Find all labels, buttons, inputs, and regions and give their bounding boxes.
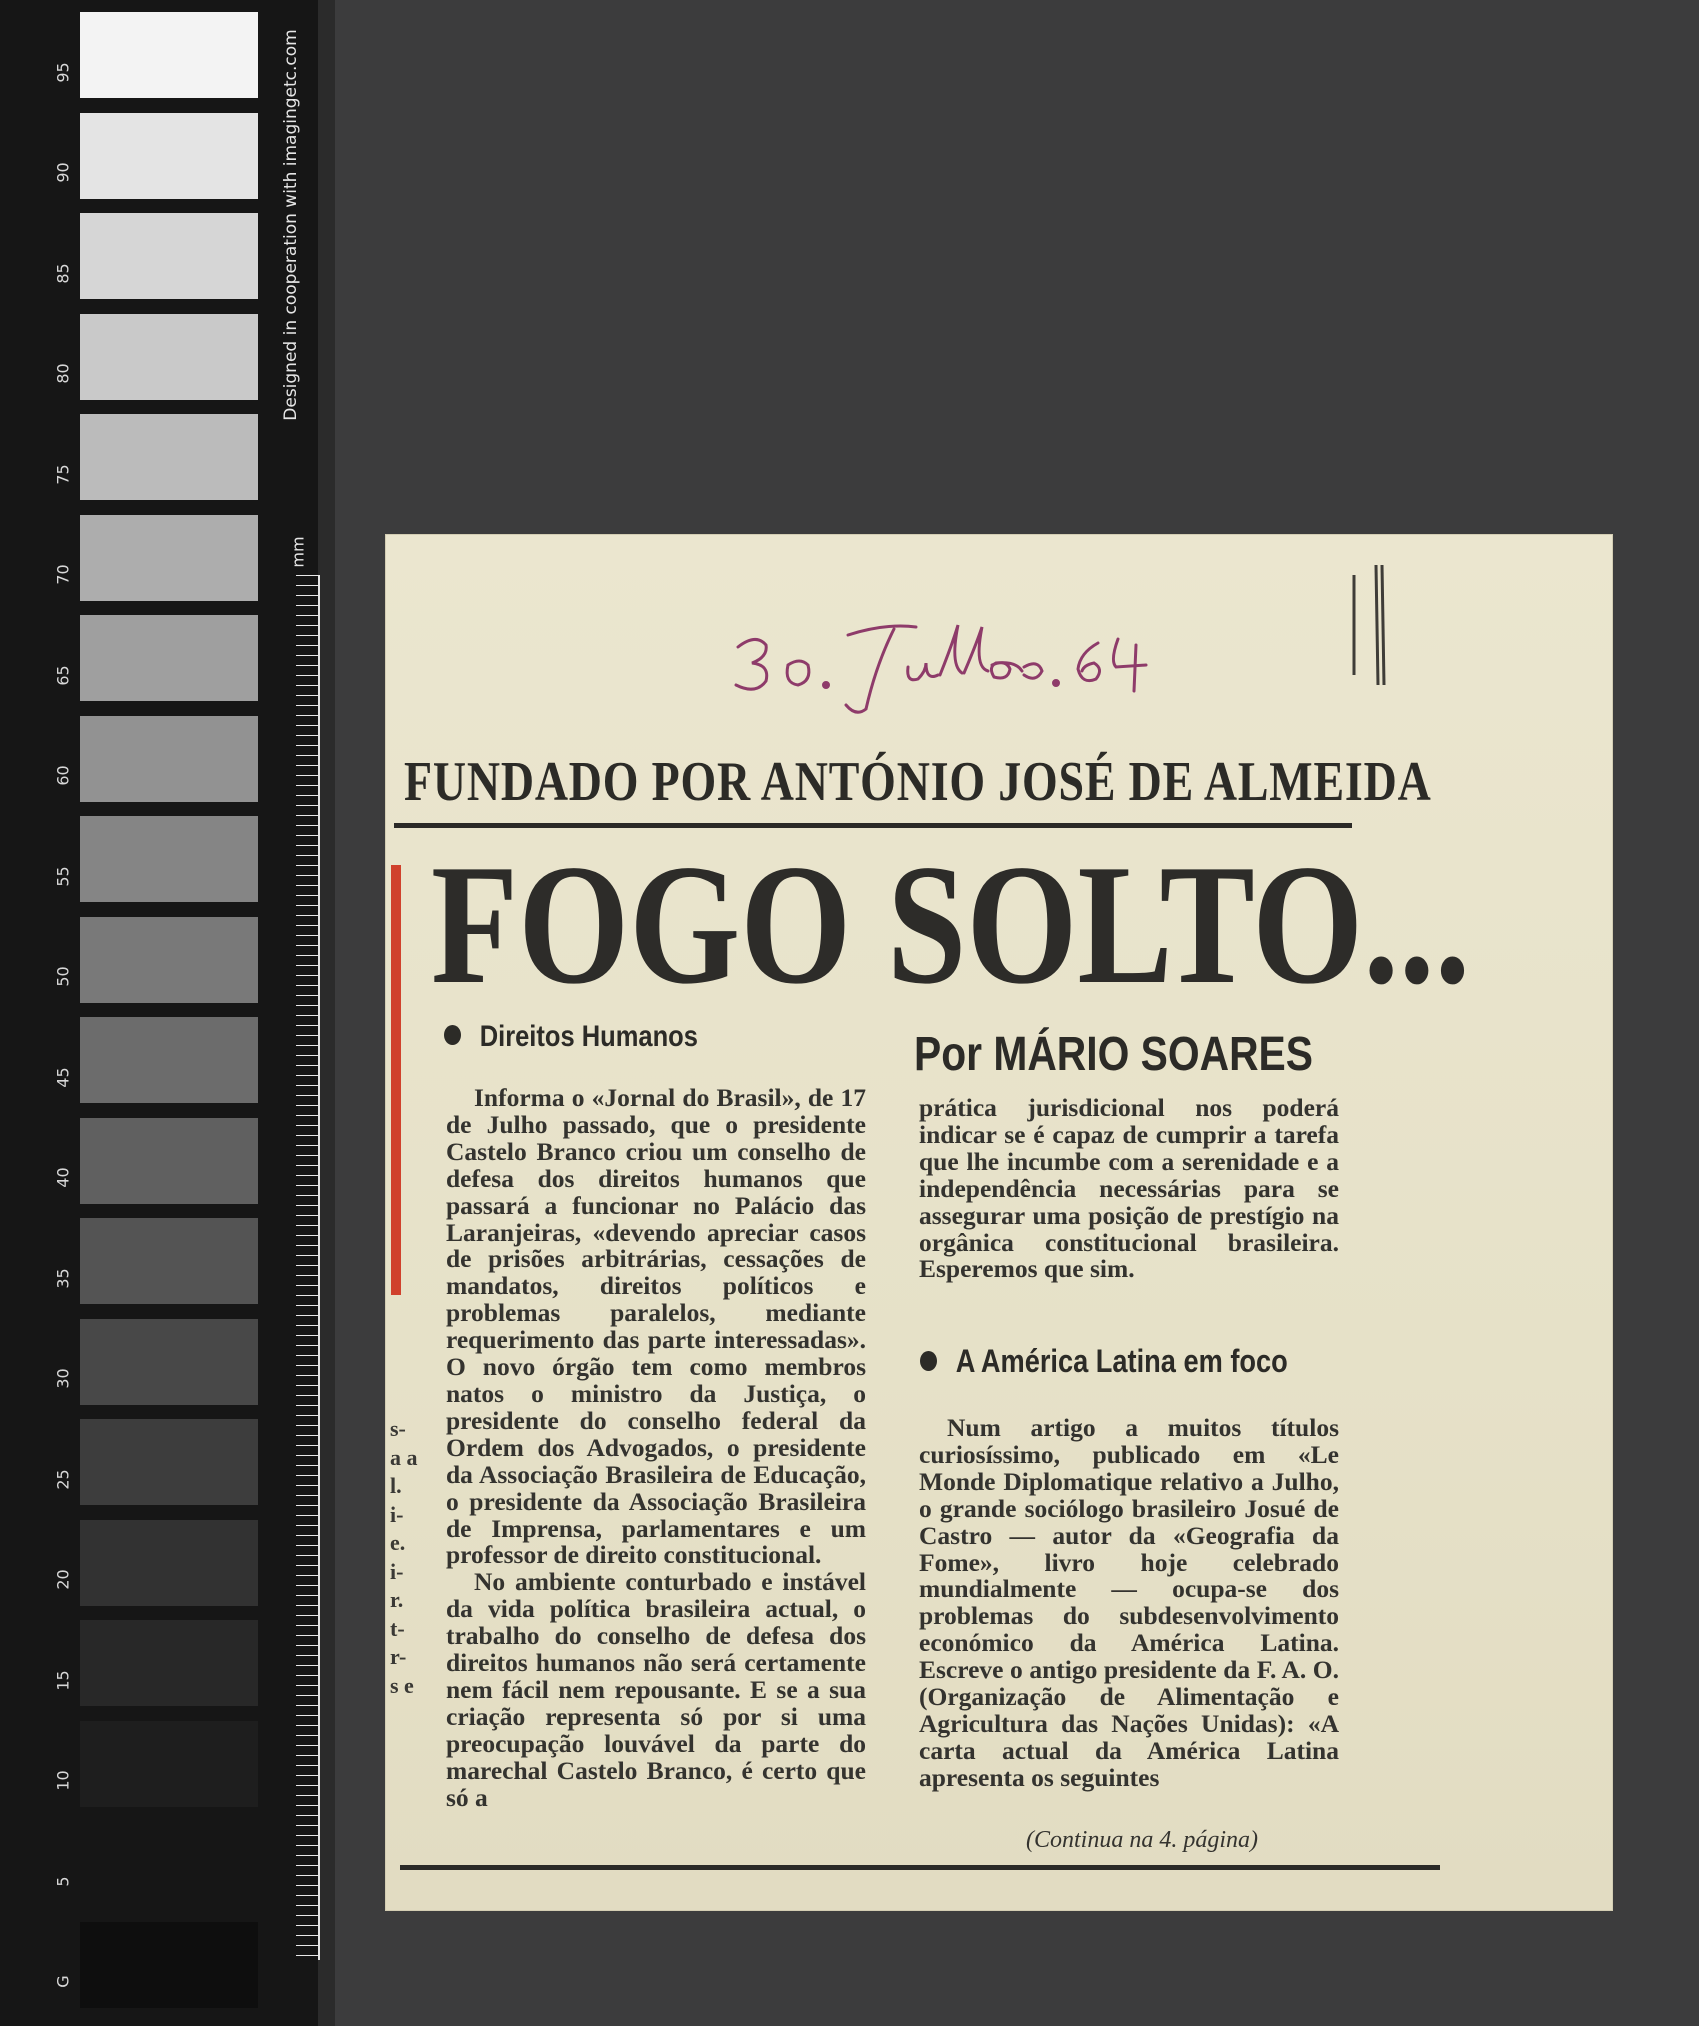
gray-patch [80,1218,258,1304]
paragraph: Num artigo a muitos títulos curiosíssimo, publicado em «Le Monde Diplomatique relativo a Julho, o grande sociólogo brasileiro Josué de Castro — autor da «Geografia da Fome», livro hoje celebrado mundialmente — ocupa-se dos problemas do subdesenvolvimento económico da América Latina. Escreve o antigo presidente da F. A. O. (Organização de Alimentação e Agricultura das Nações Unidas): «A carta actual da América Latina apresenta os seguintes [919,1413,1339,1792]
section-heading-america-latina: A América Latina em foco [920,1343,1288,1380]
patch-label: 80 [53,363,73,384]
patch-label: 5 [53,1875,73,1887]
patch-label: 95 [53,61,73,83]
ruler-unit-label: mm [288,536,308,568]
patch-label: 90 [53,162,73,183]
mm-ruler-spine [318,575,320,1960]
gray-patch [80,917,258,1003]
bottom-rule [400,1865,1440,1870]
column-right-bottom [919,1415,1339,1792]
column-right-top [919,1095,1339,1283]
adjacent-column-fragments: s- a a l. i- e. i- r. t- r- s e [390,1416,418,1698]
patch-label: 30 [53,1368,73,1389]
gray-patch [80,1922,258,2008]
continuation-note: (Continua na 4. página) [1026,1827,1258,1853]
gray-patch [80,816,258,902]
gray-patch [80,113,258,199]
patch-label: 20 [53,1569,73,1590]
handwritten-date [726,605,1176,715]
column-left [446,1085,866,1811]
patch-label: 55 [53,865,73,887]
section-heading-direitos-humanos: Direitos Humanos [444,1020,698,1054]
gray-patch [80,1118,258,1204]
headline: FOGO SOLTO... [431,830,1471,1020]
newspaper-clipping [386,535,1612,1910]
patch-label: G [53,1975,73,1988]
founded-by-line: FUNDADO POR ANTÓNIO JOSÉ DE ALMEIDA [404,751,1432,813]
gray-patch [80,1419,258,1505]
strip-credit: Designed in cooperation with imagingetc.com [281,29,301,421]
paragraph: Informa o «Jornal do Brasil», de 17 de Julho passado, que o presidente Castelo Branco criou um conselho de defesa dos direitos humanos que passará a funcionar no Palácio das Laranjeiras, «devendo apreciar casos de prisões arbitrárias, cessações de mandatos, direitos políticos e problemas paralelos, mediante requerimento das parte interessadas». O novo órgão tem como membros natos o ministro da Justiça, o presidente do conselho federal da Ordem dos Advogados, o presidente da Associação Brasileira de Educação, o presidente da Associação Brasileira de Imprensa, parlamentares e um professor de direito constitucional. [446,1083,866,1570]
patch-label: 85 [53,262,73,284]
gray-patch [80,1821,258,1907]
gray-patch [80,1620,258,1706]
gray-patch [80,1319,258,1405]
patch-label: 15 [53,1669,73,1691]
gray-patch [80,213,258,299]
patch-label: 70 [53,564,73,585]
patch-label: 25 [53,1468,73,1490]
gray-patch [80,1017,258,1103]
paragraph: prática jurisdicional nos poderá indicar se é capaz de cumprir a tarefa que lhe incumbe com a serenidade e a independência necessárias para se assegurar uma posição de prestígio na orgânica constitucional brasileira. Esperemos que sim. [919,1093,1339,1284]
byline: Por MÁRIO SOARES [914,1028,1313,1081]
strip-edge [318,0,335,2026]
tear-mark [1346,565,1396,685]
bullet-icon [920,1351,937,1371]
gray-patch [80,314,258,400]
bullet-icon [444,1025,461,1045]
color-calibration-strip [0,0,335,2026]
gray-patch [80,515,258,601]
patch-label: 40 [53,1167,73,1188]
patch-label: 75 [53,463,73,485]
patch-label: 65 [53,664,73,686]
patch-label: 10 [53,1770,73,1791]
gray-patch [80,716,258,802]
gray-patch [80,1721,258,1807]
patch-label: 60 [53,765,73,786]
paragraph: No ambiente conturbado e instável da vida política brasileira actual, o trabalho do conselho de defesa dos direitos humanos não será certamente nem fácil nem repousante. E se a sua criação representa só por si uma preocupação louvável da parte do marechal Castelo Branco, é certo que só a [446,1567,866,1812]
masthead-rule [394,823,1352,828]
gray-patch [80,12,258,98]
mm-ruler [296,575,320,1960]
gray-patch [80,414,258,500]
gray-patch [80,615,258,701]
gray-patch [80,1520,258,1606]
patch-label: 35 [53,1267,73,1289]
patch-label: 50 [53,966,73,987]
red-margin-bar [391,865,401,1295]
patch-label: 45 [53,1066,73,1088]
